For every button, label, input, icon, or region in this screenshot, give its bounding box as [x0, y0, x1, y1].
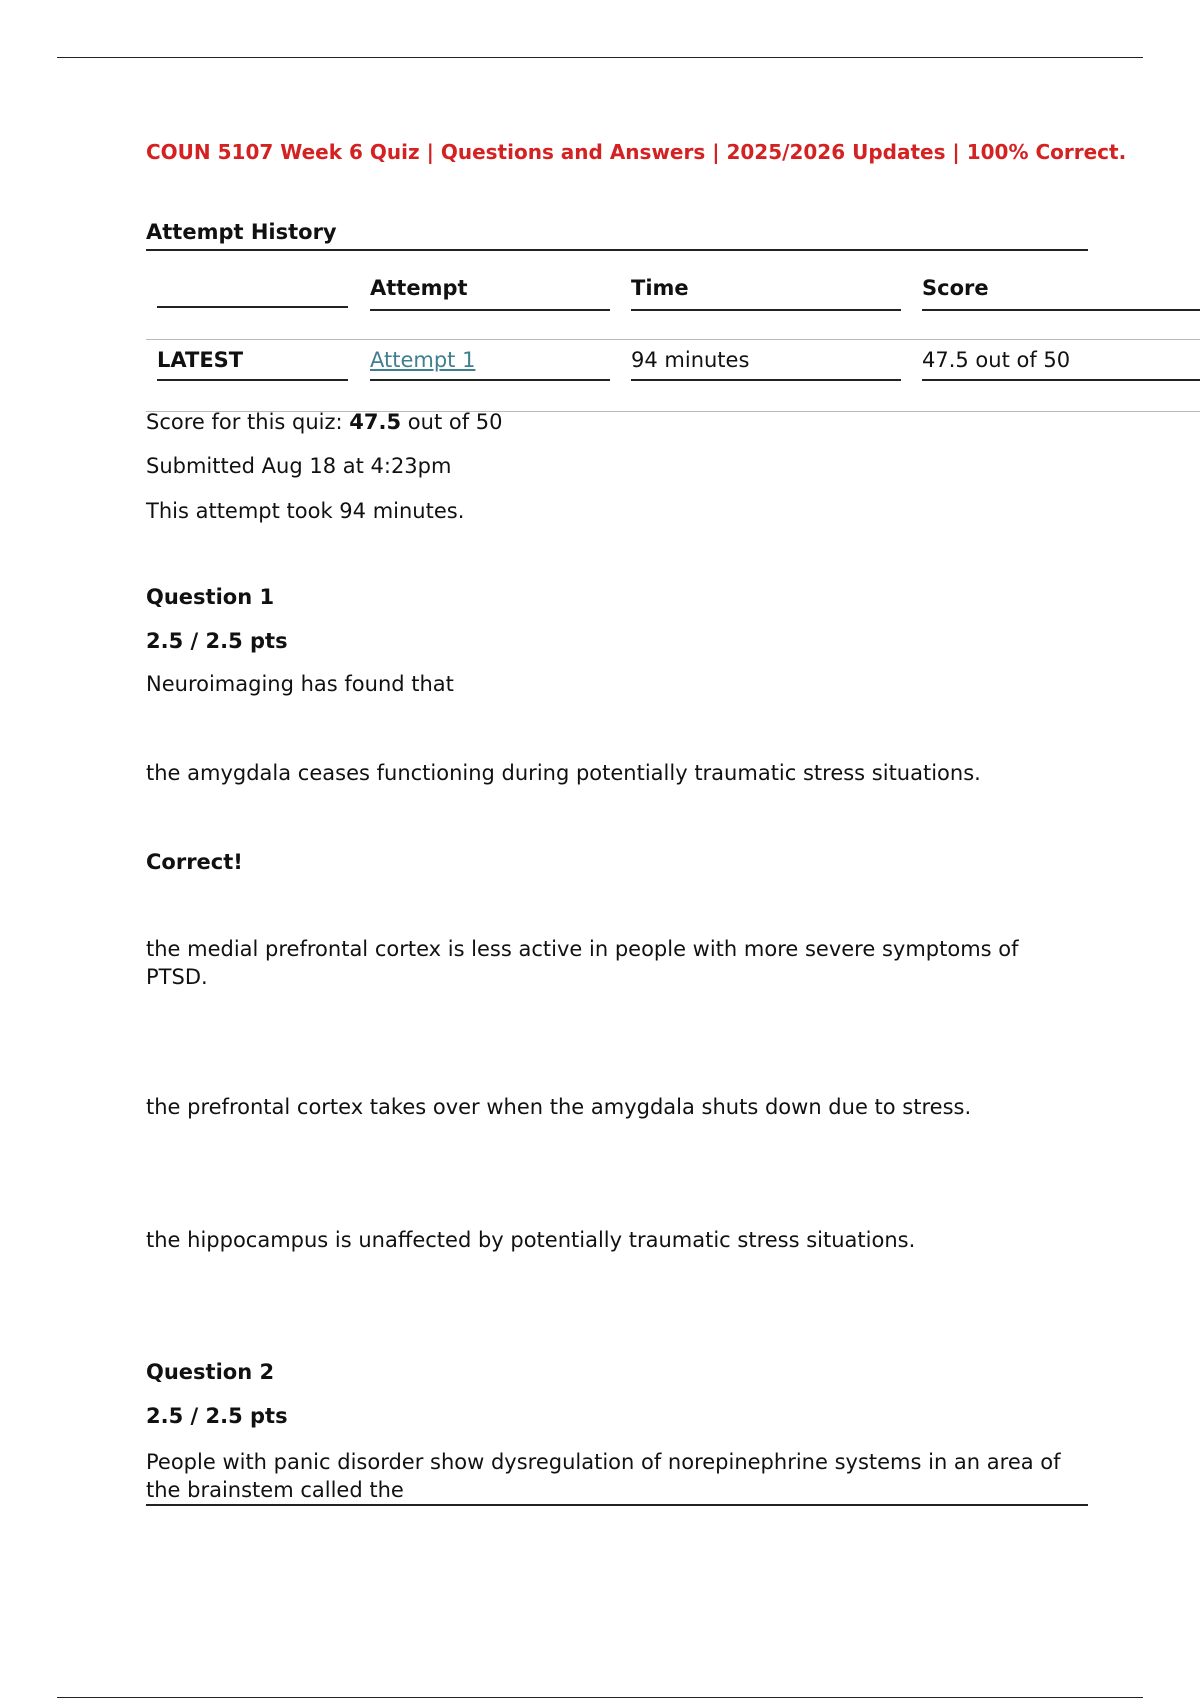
attempt-history-heading: Attempt History — [146, 220, 337, 244]
quiz-score-suffix: out of 50 — [401, 410, 503, 434]
question-2-rule — [146, 1504, 1088, 1506]
row-label-rule — [157, 379, 348, 381]
question-1-prompt: Neuroimaging has found that — [146, 672, 454, 696]
column-header-time-rule — [631, 309, 901, 311]
row-separator — [146, 339, 1200, 340]
row-time: 94 minutes — [631, 348, 750, 372]
quiz-score-line — [146, 410, 503, 434]
row-score: 47.5 out of 50 — [922, 348, 1071, 372]
attempt-cell-rule — [370, 379, 610, 381]
correct-label: Correct! — [146, 850, 243, 874]
document-title: COUN 5107 Week 6 Quiz | Questions and Answers | 2025/2026 Updates | 100% Correct. — [146, 140, 1127, 164]
attempt-history-rule — [146, 249, 1088, 251]
duration-line: This attempt took 94 minutes. — [146, 499, 465, 523]
submitted-line: Submitted Aug 18 at 4:23pm — [146, 454, 452, 478]
question-2-points: 2.5 / 2.5 pts — [146, 1404, 288, 1428]
column-header-score: Score — [922, 276, 989, 300]
question-1-answer-2: the medial prefrontal cortex is less active in people with more severe symptoms of PTSD. — [146, 937, 1019, 989]
question-2-title: Question 2 — [146, 1360, 275, 1384]
time-cell-rule — [631, 379, 901, 381]
question-1-answer-1: the amygdala ceases functioning during potentially traumatic stress situations. — [146, 761, 981, 785]
page-bottom-rule — [57, 1697, 1143, 1698]
column-header-attempt-rule — [370, 309, 610, 311]
question-1-points: 2.5 / 2.5 pts — [146, 629, 288, 653]
column-header-attempt: Attempt — [370, 276, 468, 300]
score-cell-rule — [922, 379, 1200, 381]
header-blank-cell — [157, 306, 348, 308]
column-header-time: Time — [631, 276, 689, 300]
quiz-score-prefix: Score for this quiz: — [146, 410, 350, 434]
question-2-prompt: People with panic disorder show dysregulation of norepinephrine systems in an area of the brainstem called the — [146, 1450, 1061, 1502]
quiz-score-value: 47.5 — [349, 410, 402, 434]
question-1-answer-3: the prefrontal cortex takes over when the amygdala shuts down due to stress. — [146, 1095, 972, 1119]
page-top-rule — [57, 57, 1143, 58]
row-label-latest: LATEST — [157, 348, 244, 372]
column-header-score-rule — [922, 309, 1200, 311]
question-1-answer-4: the hippocampus is unaffected by potentially traumatic stress situations. — [146, 1228, 916, 1252]
attempt-1-link[interactable]: Attempt 1 — [370, 348, 476, 372]
question-1-title: Question 1 — [146, 585, 275, 609]
